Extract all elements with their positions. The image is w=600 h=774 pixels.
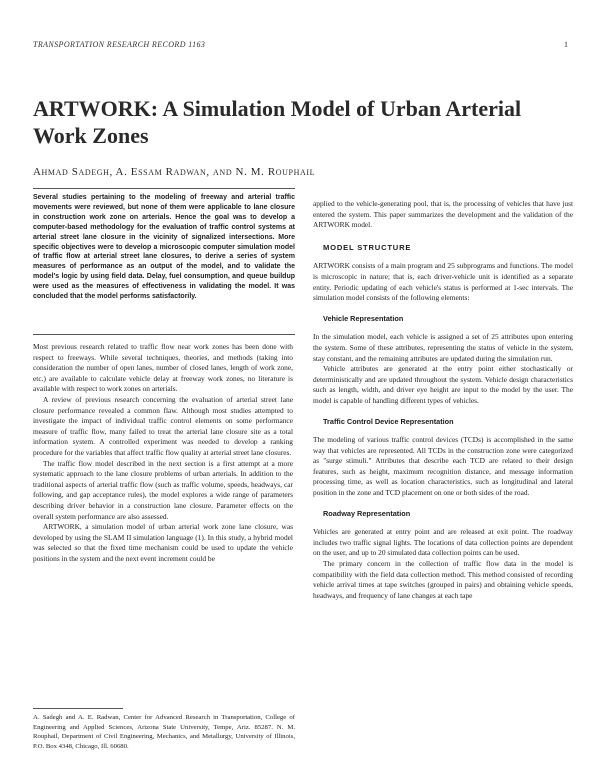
body-paragraph: ARTWORK, a simulation model of urban arterial work zone lane closure, was developed by using the SLAM II simulation language (1). In this study, a hybrid model was selected so that the fixed time mechanism could be used to update the vehicle positions in the system and the next event increment could be xyxy=(33,522,293,563)
body-paragraph: Vehicles are generated at entry point and are released at exit point. The roadway includes two traffic signal lights. The locations of data collection points are dependent on the user, and up to 20 simulated data collection points can be used. xyxy=(313,527,573,558)
body-paragraph: The traffic flow model described in the next section is a first attempt at a more systematic approach to the lane closure problems of urban arterials. In addition to the traditional aspects of arterial traffic flow (such as traffic volume, speeds, headways, car following, and gap acceptance rules), the model explores a wide range of parameters describing driver behavior in a construction lane closure. Parameter effects on the overall system performance are also assessed. xyxy=(33,458,293,521)
body-paragraph: The primary concern in the collection of traffic flow data in the model is compatibility with the field data collection method. This method consisted of recording vehicle arrival times at tape switches (grouped in pairs) and obtaining vehicle speeds, headways, and frequency of lane changes at each tape xyxy=(313,559,573,600)
article-title: ARTWORK: A Simulation Model of Urban Arterial Work Zones xyxy=(33,96,522,148)
footnote-rule xyxy=(33,708,123,709)
abstract-top-rule xyxy=(33,188,295,189)
author-affiliation-footnote: A. Sadegh and A. E. Radwan, Center for Advanced Research in Transportation, College of Engineering and Applied Sciences, Arizona State University, Tempe, Ariz. 85287. N. M. Rouphail, Department of Civil Engineering, Mechanics, and Metallurgy, University of Illinois, P.O. Box 4348, Chicago, Ill. 60680. xyxy=(33,714,295,750)
subsection-heading: Vehicle Representation xyxy=(323,313,404,323)
left-column xyxy=(33,342,293,564)
body-paragraph: applied to the vehicle-generating pool, that is, the processing of vehicles that have just entered the system. This paper summarizes the development and the validation of the ARTWORK model. xyxy=(313,199,573,230)
subsection-heading: Traffic Control Device Representation xyxy=(323,416,454,426)
page-number: 1 xyxy=(564,40,568,49)
author-line: Ahmad Sadegh, A. Essam Radwan, and N. M. Rouphail xyxy=(33,166,316,178)
body-paragraph: ARTWORK consists of a main program and 25 subprograms and functions. The model is microscopic in nature; that is, each driver-vehicle unit is identified as a separate entity. Periodic updating of each vehicle's status is performed at 1-sec intervals. The simulation model consists of the following elements: xyxy=(313,261,573,303)
body-paragraph: In the simulation model, each vehicle is assigned a set of 25 attributes upon entering the system. Some of these attributes, representing the status of vehicle in the system, stay constant, and the remaining attributes are updated during the simulation run. xyxy=(313,332,573,363)
abstract: Several studies pertaining to the modeling of freeway and arterial traffic movements were reviewed, but none of them were applicable to lane closure in construction work zone on arterials. Hence the goal was to develop a computer-based methodology for the evaluation of traffic control systems at arterial street lane closure in the vicinity of signalized intersections. More specific objectives were to develop a microscopic computer simulation model of traffic flow at arterial street lane closures, to derive a series of system measures of performance as an output of the model, and to validate the model's logic by using field data. Delay, fuel consumption, and queue buildup were used as the measures of effectiveness in validating the model. It was concluded that the model performs satisfactorily. xyxy=(33,194,295,301)
body-paragraph: Vehicle attributes are generated at the entry point either stochastically or deterministically and are updated throughout the system. Vehicle design characteristics such as length, width, and driver eye height are input to the model by the user. The model is capable of handling different types of vehicles. xyxy=(313,364,573,405)
journal-header: TRANSPORTATION RESEARCH RECORD 1163 xyxy=(33,40,206,49)
body-paragraph: The modeling of various traffic control devices (TCDs) is accomplished in the same way that vehicles are represented. All TCDs in the construction zone were categorized as "surge stimuli." Attributes that describe each TCD are related to their design features, such as height, maximum recognition distance, and message information processing time, as well as location characteristics, such as longitudinal and lateral position in the zone and TCD placement on one or both sides of the road. xyxy=(313,435,573,498)
right-column xyxy=(313,199,573,601)
subsection-heading: Roadway Representation xyxy=(323,508,411,518)
body-paragraph: A review of previous research concerning the evaluation of arterial street lane closure performance revealed a common flaw. Although most studies attempted to investigate the impact of individual traffic control elements on some performance measure of traffic flow, many failed to treat the arterial lane closure site as a total information system. A controlled experiment was needed to develop a ranking procedure for the variables that affect traffic flow quality at arterial street lane closures. xyxy=(33,394,293,457)
body-paragraph: Most previous research related to traffic flow near work zones has been done with respect to freeways. While several techniques, theories, and methods (taking into consideration the number of open lanes, number of closed lanes, length of work zone, etc.) are available to calculate vehicle delay at freeway work zones, no literature is available with respect to work zones on arterials. xyxy=(33,342,293,394)
abstract-bottom-rule xyxy=(33,334,295,335)
section-heading: MODEL STRUCTURE xyxy=(323,242,412,252)
